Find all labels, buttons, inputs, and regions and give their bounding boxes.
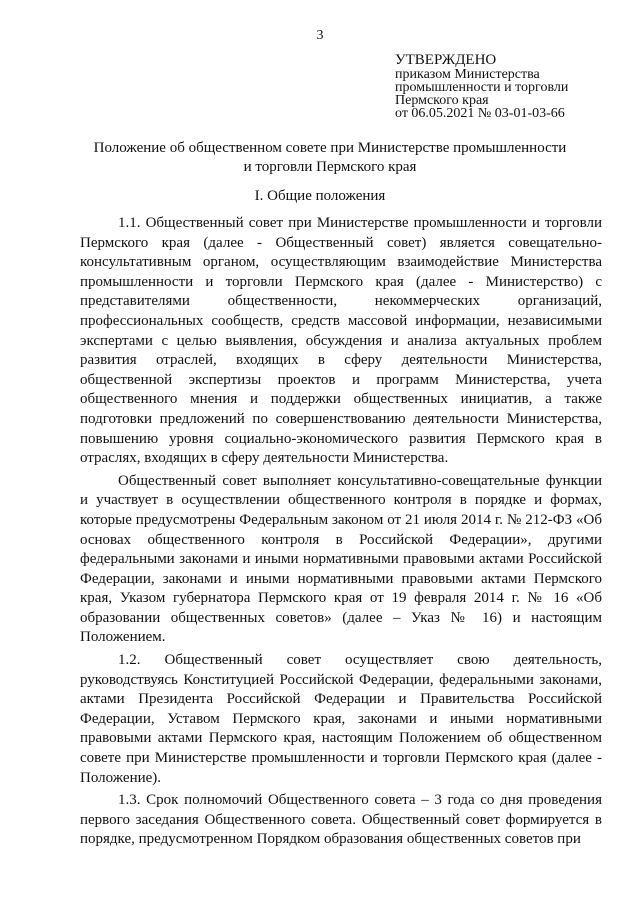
- page-number: 3: [316, 28, 324, 43]
- document-title: [60, 139, 600, 177]
- paragraph-1-3: 1.3. Срок полномочий Общественного совета – 3 года со дня проведения первого заседания Общественного совета. Общественный совет формируется в порядке, предусмотренном Порядком образования общественных советов при: [80, 792, 602, 848]
- paragraph-1-2: 1.2. Общественный совет осуществляет свою деятельность, руководствуясь Конституцией Российской Федерации, федеральными законами, актами Президента Российской Федерации и Правительства Российской Федерации, Уставом Пермского края, законами и иными нормативными правовыми актами Пермского края, настоящим Положением об общественном совете при Министерстве промышленности и торговли Пермского края (далее - Положение).: [80, 652, 602, 786]
- section-heading: I. Общие положения: [254, 188, 386, 204]
- approval-line-3: Пермского края: [395, 93, 489, 108]
- approval-title: УТВЕРЖДЕНО: [395, 52, 497, 68]
- approval-line-1: приказом Министерства: [395, 67, 540, 82]
- document-title-line-1: Положение об общественном совете при Министерстве промышленности: [93, 140, 567, 156]
- approval-line-4: от 06.05.2021 № 03-01-03-66: [395, 106, 565, 121]
- approval-line-2: промышленности и торговли: [395, 80, 569, 95]
- document-title-line-2: и торговли Пермского края: [243, 159, 417, 175]
- paragraph-1-1-continued: Общественный совет выполняет консультативно-совещательные функции и участвует в осуществлении общественного контроля в порядке и формах, которые предусмотрены Федеральным законом от 21 июля 2014 г. № 212-ФЗ «Об основах общественного контроля в Российской Федерации», другими федеральными законами и иными нормативными правовыми актами Российской Федерации, законами и иными нормативными правовыми актами Пермского края, Указом губернатора Пермского края от 19 февраля 2014 г. № 16 «Об образовании общественных советов» (далее – Указ № 16) и настоящим Положением.: [80, 472, 602, 646]
- document-body: [80, 214, 602, 850]
- paragraph-1-1: 1.1. Общественный совет при Министерстве промышленности и торговли Пермского края (далее - Общественный совет) является совещательно-консультативным органом, осуществляющим взаимодействие Министерства промышленности и торговли Пермского края (далее - Министерство) с представителями общественности, некоммерческих организаций, профессиональных сообществ, средств массовой информации, независимыми экспертами с целью выявления, обсуждения и анализа актуальных проблем развития отраслей, входящих в сферу деятельности Министерства, общественной экспертизы проектов и программ Министерства, учета общественного мнения и поддержки общественных инициатив, а также подготовки предложений по совершенствованию деятельности Министерства, повышению уровня социально-экономического развития Пермского края в отраслях, входящих в сферу деятельности Министерства.: [80, 215, 602, 467]
- approval-stamp: [395, 52, 625, 120]
